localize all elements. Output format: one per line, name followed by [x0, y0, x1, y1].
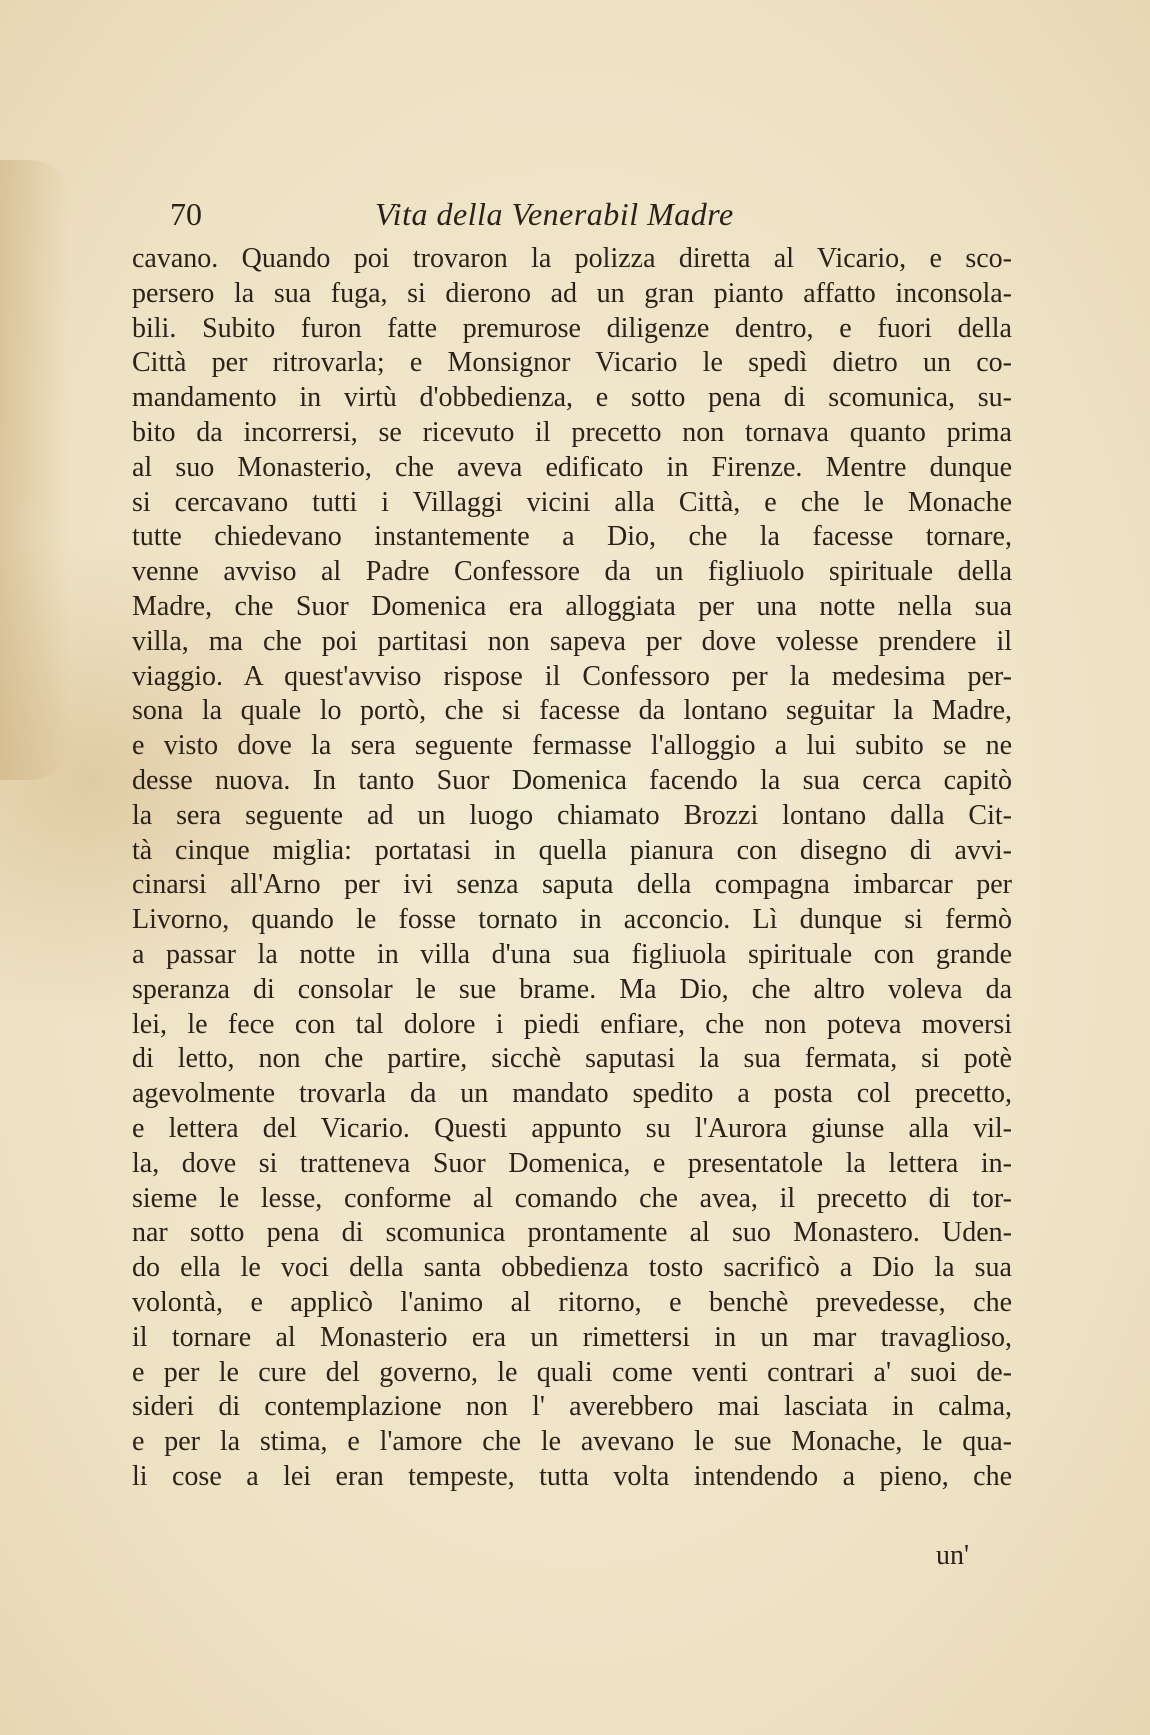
text-line: il tornare al Monasterio era un rimettersi in un mar travaglioso, — [132, 1321, 1012, 1353]
text-line: venne avviso al Padre Confessore da un figliuolo spirituale della — [132, 556, 1012, 588]
text-line: sieme le lesse, conforme al comando che avea, il precetto di tor- — [132, 1182, 1012, 1214]
text-line: agevolmente trovarla da un mandato spedito a posta col precetto, — [132, 1078, 1012, 1110]
page-number: 70 — [170, 196, 202, 232]
text-line: cavano. Quando poi trovaron la polizza diretta al Vicario, e sco- — [132, 243, 1012, 274]
text-line: volontà, e applicò l'animo al ritorno, e benchè prevedesse, che — [132, 1286, 1012, 1318]
text-line: a passar la notte in villa d'una sua figliuola spirituale con grande — [132, 938, 1012, 970]
text-line: speranza di consolar le sue brame. Ma Dio, che altro voleva da — [132, 973, 1012, 1005]
text-line: si cercavano tutti i Villaggi vicini alla Città, e che le Monache — [132, 486, 1012, 518]
text-line: tutte chiedevano instantemente a Dio, che la facesse tornare, — [132, 521, 1012, 553]
text-line: e per le cure del governo, le quali come venti contrari a' suoi de- — [132, 1356, 1012, 1388]
text-line: viaggio. A quest'avviso rispose il Confessoro per la medesima per- — [132, 660, 1012, 692]
text-line: bili. Subito furon fatte premurose diligenze dentro, e fuori della — [132, 312, 1012, 344]
text-line: nar sotto pena di scomunica prontamente al suo Monastero. Uden- — [132, 1217, 1012, 1249]
running-title: Vita della Venerabil Madre — [375, 196, 734, 232]
text-line: la sera seguente ad un luogo chiamato Brozzi lontano dalla Cit- — [132, 799, 1012, 831]
text-line: villa, ma che poi partitasi non sapeva per dove volesse prendere il — [132, 625, 1012, 657]
page-header — [130, 196, 1040, 236]
text-line: li cose a lei eran tempeste, tutta volta intendendo a pieno, che — [132, 1460, 1012, 1492]
text-line: Livorno, quando le fosse tornato in acconcio. Lì dunque si fermò — [132, 904, 1012, 936]
text-line: bito da incorrersi, se ricevuto il precetto non tornava quanto prima — [132, 416, 1012, 448]
paper-stain — [0, 160, 70, 780]
text-line: do ella le voci della santa obbedienza tosto sacrificò a Dio la sua — [132, 1252, 1012, 1284]
text-line: Madre, che Suor Domenica era alloggiata per una notte nella sua — [132, 590, 1012, 622]
catchword: un' — [936, 1540, 970, 1571]
text-line: mandamento in virtù d'obbedienza, e sotto pena di scomunica, su- — [132, 382, 1012, 414]
text-line: sona la quale lo portò, che si facesse da lontano seguitar la Madre, — [132, 695, 1012, 727]
text-line: e lettera del Vicario. Questi appunto su l'Aurora giunse alla vil- — [132, 1112, 1012, 1144]
text-line: Città per ritrovarla; e Monsignor Vicario le spedì dietro un co- — [132, 347, 1012, 379]
text-line: di letto, non che partire, sicchè saputasi la sua fermata, si potè — [132, 1043, 1012, 1075]
text-line: lei, le fece con tal dolore i piedi enfiare, che non poteva moversi — [132, 1008, 1012, 1040]
text-line: persero la sua fuga, si dierono ad un gran pianto affatto inconsola- — [132, 277, 1012, 309]
text-line: e visto dove la sera seguente fermasse l'alloggio a lui subito se ne — [132, 730, 1012, 762]
text-line: e per la stima, e l'amore che le avevano le sue Monache, le qua- — [132, 1426, 1012, 1458]
text-line: al suo Monasterio, che aveva edificato in Firenze. Mentre dunque — [132, 451, 1012, 483]
body-text — [132, 242, 1012, 1495]
text-line: desse nuova. In tanto Suor Domenica facendo la sua cerca capitò — [132, 764, 1012, 796]
text-line: la, dove si tratteneva Suor Domenica, e presentatole la lettera in- — [132, 1147, 1012, 1179]
text-line: cinarsi all'Arno per ivi senza saputa della compagna imbarcar per — [132, 869, 1012, 901]
text-line: tà cinque miglia: portatasi in quella pianura con disegno di avvi- — [132, 834, 1012, 866]
text-line: sideri di contemplazione non l' averebbero mai lasciata in calma, — [132, 1391, 1012, 1423]
